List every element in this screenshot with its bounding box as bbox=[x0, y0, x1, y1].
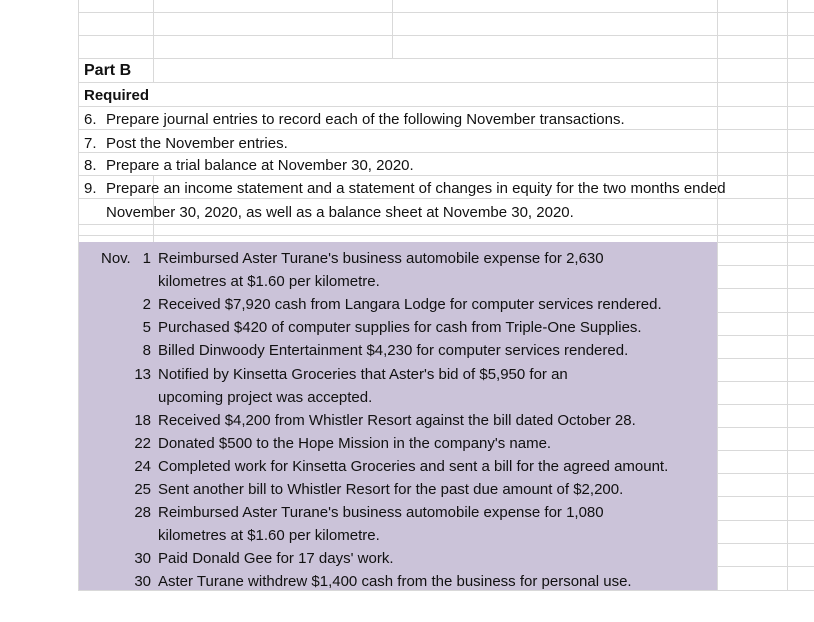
transaction-day: 8 bbox=[142, 342, 151, 359]
required-item-text: Post the November entries. bbox=[106, 135, 288, 152]
transaction-text: Billed Dinwoody Entertainment $4,230 for computer services rendered. bbox=[158, 342, 629, 359]
transaction-text: Paid Donald Gee for 17 days' work. bbox=[158, 550, 394, 567]
transaction-day: 28 bbox=[134, 504, 151, 521]
transaction-day: 25 bbox=[134, 481, 151, 498]
transaction-text: Aster Turane withdrew $1,400 cash from the business for personal use. bbox=[158, 573, 632, 590]
transaction-text: Completed work for Kinsetta Groceries and sent a bill for the agreed amount. bbox=[158, 458, 669, 475]
required-item-number: 8. bbox=[84, 157, 97, 174]
transaction-day: 22 bbox=[134, 435, 151, 452]
month-label: Nov. bbox=[101, 250, 131, 267]
transaction-day: 2 bbox=[142, 296, 151, 313]
required-item-number: 6. bbox=[84, 111, 97, 128]
transaction-day: 30 bbox=[134, 550, 151, 567]
transaction-day: 18 bbox=[134, 412, 151, 429]
required-item-text: Prepare a trial balance at November 30, 2020. bbox=[106, 157, 414, 174]
required-item-text: Prepare an income statement and a statement of changes in equity for the two months ended bbox=[106, 180, 726, 197]
transaction-day: 24 bbox=[134, 458, 151, 475]
transaction-day: 13 bbox=[134, 366, 151, 383]
transaction-text: kilometres at $1.60 per kilometre. bbox=[158, 527, 380, 544]
transaction-text: Notified by Kinsetta Groceries that Aster's bid of $5,950 for an bbox=[158, 366, 568, 383]
transaction-text: Donated $500 to the Hope Mission in the company's name. bbox=[158, 435, 552, 452]
transaction-text: Sent another bill to Whistler Resort for the past due amount of $2,200. bbox=[158, 481, 624, 498]
transaction-text: upcoming project was accepted. bbox=[158, 389, 373, 406]
required-item-number: 7. bbox=[84, 135, 97, 152]
transaction-day: 1 bbox=[142, 250, 151, 267]
transaction-text: kilometres at $1.60 per kilometre. bbox=[158, 273, 380, 290]
transaction-text: Purchased $420 of computer supplies for cash from Triple-One Supplies. bbox=[158, 319, 642, 336]
required-item-text: Prepare journal entries to record each of the following November transactions. bbox=[106, 111, 625, 128]
required-label: Required bbox=[84, 87, 150, 104]
transaction-text: Received $7,920 cash from Langara Lodge for computer services rendered. bbox=[158, 296, 662, 313]
transaction-day: 5 bbox=[142, 319, 151, 336]
part-title: Part B bbox=[84, 62, 132, 79]
required-item-text: November 30, 2020, as well as a balance sheet at Novembe 30, 2020. bbox=[106, 204, 574, 221]
required-item-number: 9. bbox=[84, 180, 97, 197]
transaction-text: Reimbursed Aster Turane's business automobile expense for 1,080 bbox=[158, 504, 604, 521]
transaction-day: 30 bbox=[134, 573, 151, 590]
transaction-text: Reimbursed Aster Turane's business automobile expense for 2,630 bbox=[158, 250, 604, 267]
transaction-text: Received $4,200 from Whistler Resort against the bill dated October 28. bbox=[158, 412, 636, 429]
